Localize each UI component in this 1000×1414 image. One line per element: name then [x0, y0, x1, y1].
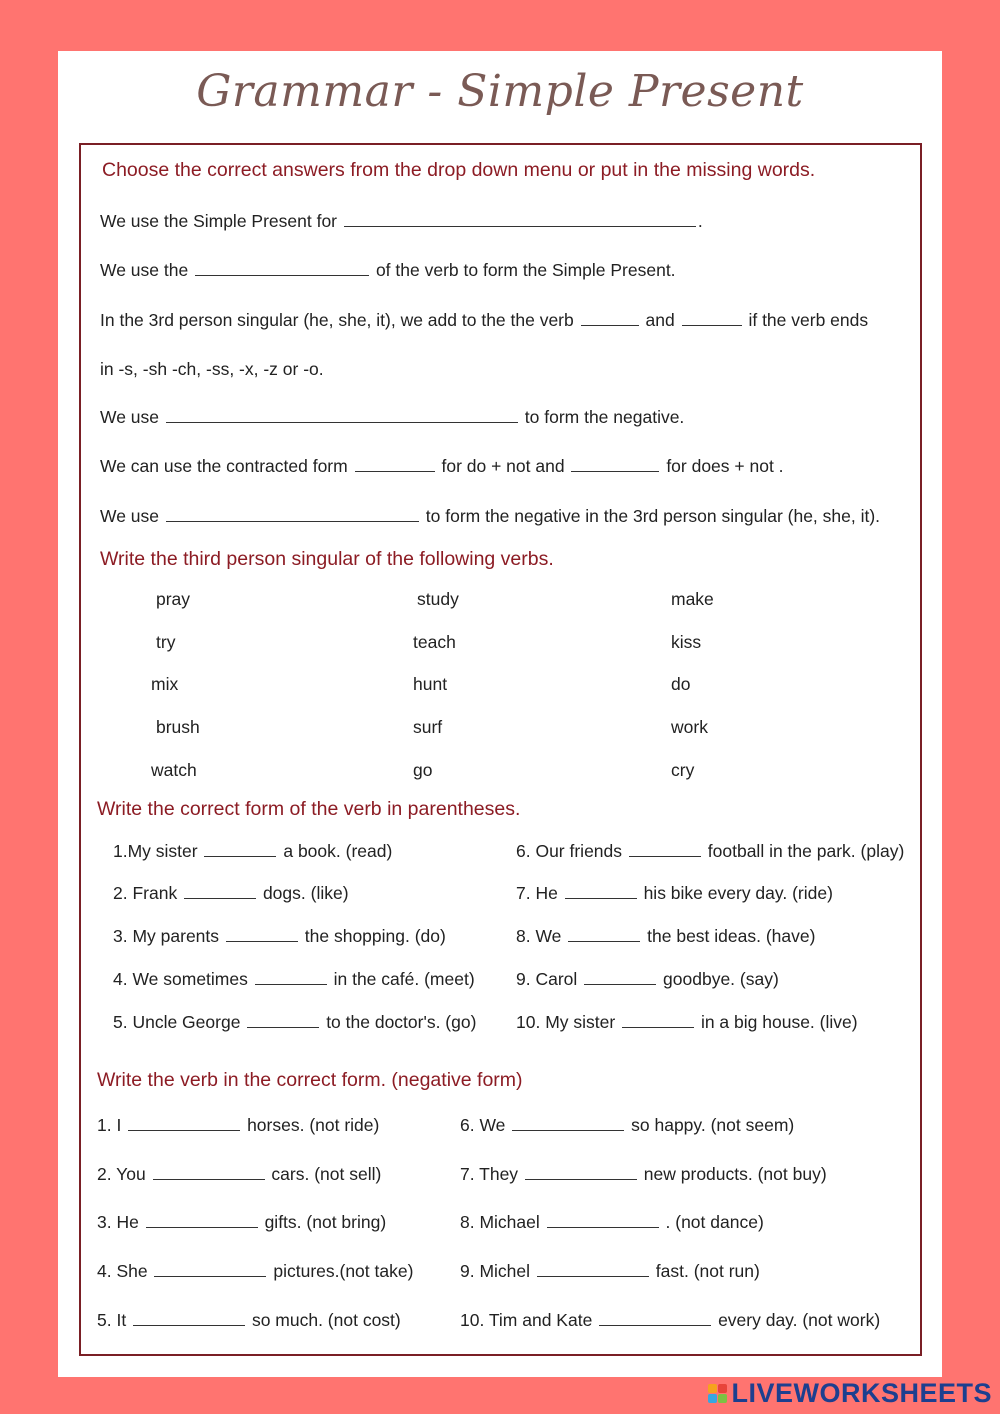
- verb-item[interactable]: teach: [413, 632, 456, 652]
- s4-item: [97, 1115, 379, 1136]
- logo-block: [718, 1394, 727, 1403]
- s4-item-prefix: 8. Michael: [460, 1212, 540, 1232]
- s3-item: [113, 969, 475, 990]
- s1-line-3: [100, 310, 868, 331]
- logo-blocks-icon: [708, 1384, 727, 1403]
- s4-answer-blank[interactable]: [133, 1310, 245, 1326]
- s1-blank-7[interactable]: [571, 456, 659, 472]
- s1-line-2: [100, 260, 676, 281]
- section4-heading: Write the verb in the correct form. (negative form): [97, 1069, 523, 1091]
- s3-item-prefix: 7. He: [516, 883, 558, 903]
- s4-answer-blank[interactable]: [525, 1164, 637, 1180]
- verb-item[interactable]: mix: [151, 674, 179, 694]
- s3-item: [113, 1012, 476, 1033]
- s3-item: [516, 841, 904, 862]
- s1-line-3-text-c: if the verb ends: [748, 310, 869, 330]
- s4-item-prefix: 6. We: [460, 1115, 506, 1135]
- s3-answer-blank[interactable]: [226, 926, 298, 942]
- s4-answer-blank[interactable]: [146, 1212, 258, 1228]
- s1-line-7-text-b: to form the negative in the 3rd person singular (he, she, it).: [425, 506, 881, 526]
- s4-item-suffix: gifts. (not bring): [264, 1212, 387, 1232]
- s4-item: [97, 1164, 381, 1185]
- s1-line-2-text-b: of the verb to form the Simple Present.: [375, 260, 676, 280]
- s3-answer-blank[interactable]: [184, 883, 256, 899]
- s3-item: [516, 883, 833, 904]
- s4-item-prefix: 7. They: [460, 1164, 519, 1184]
- s4-item-suffix: cars. (not sell): [271, 1164, 382, 1184]
- s1-line-6-text-b: for do + not and: [441, 456, 565, 476]
- s3-item-suffix: the shopping. (do): [304, 926, 446, 946]
- s3-item: [516, 926, 815, 947]
- s4-answer-blank[interactable]: [512, 1115, 624, 1131]
- s4-item: [460, 1310, 880, 1331]
- s1-line-6: [100, 456, 784, 477]
- s4-item-prefix: 3. He: [97, 1212, 139, 1232]
- s3-item-prefix: 2. Frank: [113, 883, 178, 903]
- s4-item: [97, 1310, 401, 1331]
- s3-answer-blank[interactable]: [584, 969, 656, 985]
- s3-item: [516, 969, 779, 990]
- s3-answer-blank[interactable]: [568, 926, 640, 942]
- verb-item[interactable]: make: [671, 589, 714, 609]
- s4-item: [97, 1261, 413, 1282]
- verb-item[interactable]: cry: [671, 760, 695, 780]
- s3-item-prefix: 8. We: [516, 926, 562, 946]
- s1-blank-3[interactable]: [581, 310, 639, 326]
- s3-answer-blank[interactable]: [247, 1012, 319, 1028]
- s3-item-prefix: 5. Uncle George: [113, 1012, 241, 1032]
- s3-answer-blank[interactable]: [255, 969, 327, 985]
- section2-heading: Write the third person singular of the following verbs.: [100, 548, 554, 570]
- s3-item-suffix: dogs. (like): [262, 883, 349, 903]
- s1-line-1-text-a: We use the Simple Present for: [100, 211, 338, 231]
- s1-line-5-text-b: to form the negative.: [524, 407, 685, 427]
- s1-line-3-text-b: and: [645, 310, 675, 330]
- s3-item-prefix: 9. Carol: [516, 969, 578, 989]
- s4-item-suffix: horses. (not ride): [247, 1115, 380, 1135]
- s4-answer-blank[interactable]: [128, 1115, 240, 1131]
- s4-answer-blank[interactable]: [153, 1164, 265, 1180]
- verb-item[interactable]: brush: [156, 717, 200, 737]
- s3-item-suffix: goodbye. (say): [663, 969, 779, 989]
- section3-heading: Write the correct form of the verb in parentheses.: [97, 798, 521, 820]
- s3-answer-blank[interactable]: [565, 883, 637, 899]
- s4-item: [460, 1164, 827, 1185]
- s1-blank-6[interactable]: [355, 456, 435, 472]
- verb-item[interactable]: study: [417, 589, 459, 609]
- logo-block: [718, 1384, 727, 1393]
- verb-item[interactable]: hunt: [413, 674, 448, 694]
- verb-item[interactable]: pray: [156, 589, 191, 609]
- s3-item-suffix: in the café. (meet): [333, 969, 475, 989]
- s3-item-prefix: 10. My sister: [516, 1012, 616, 1032]
- s1-line-7-text-a: We use: [100, 506, 160, 526]
- s4-item-suffix: pictures.(not take): [273, 1261, 414, 1281]
- s4-answer-blank[interactable]: [547, 1212, 659, 1228]
- s4-item-suffix: so much. (not cost): [251, 1310, 401, 1330]
- s1-blank-5[interactable]: [166, 407, 518, 423]
- s3-answer-blank[interactable]: [204, 841, 276, 857]
- s1-line-5-text-a: We use: [100, 407, 160, 427]
- verb-item[interactable]: do: [671, 674, 691, 694]
- s1-line-6-text-c: for does + not .: [666, 456, 784, 476]
- s4-item: [460, 1115, 794, 1136]
- s3-item-suffix: football in the park. (play): [707, 841, 905, 861]
- s4-item: [97, 1212, 386, 1233]
- s1-line-1-text-b: .: [697, 211, 703, 231]
- s1-line-7: [100, 506, 880, 527]
- section1-heading: Choose the correct answers from the drop down menu or put in the missing words.: [102, 159, 816, 181]
- s4-answer-blank[interactable]: [537, 1261, 649, 1277]
- s3-item-suffix: a book. (read): [283, 841, 393, 861]
- s4-item-prefix: 4. She: [97, 1261, 148, 1281]
- s1-line-1: [100, 211, 703, 232]
- s3-item-prefix: 1.My sister: [113, 841, 198, 861]
- s1-line-2-text-a: We use the: [100, 260, 189, 280]
- s4-answer-blank[interactable]: [599, 1310, 711, 1326]
- s3-item-prefix: 6. Our friends: [516, 841, 623, 861]
- s3-item: [113, 841, 392, 862]
- s4-item-prefix: 2. You: [97, 1164, 146, 1184]
- s3-answer-blank[interactable]: [622, 1012, 694, 1028]
- s3-item: [516, 1012, 858, 1033]
- s4-item-suffix: . (not dance): [665, 1212, 764, 1232]
- s4-item-suffix: new products. (not buy): [643, 1164, 827, 1184]
- s4-item-suffix: fast. (not run): [655, 1261, 760, 1281]
- logo-block: [708, 1394, 717, 1403]
- s4-item-prefix: 1. I: [97, 1115, 122, 1135]
- verb-item[interactable]: go: [413, 760, 433, 780]
- s1-blank-8[interactable]: [166, 506, 419, 522]
- logo-brand-text: LIVEWORKSHEETS: [731, 1377, 992, 1408]
- s1-line-3-text-a: In the 3rd person singular (he, she, it), we add to the the verb: [100, 310, 574, 330]
- verb-item[interactable]: watch: [151, 760, 197, 780]
- s1-blank-4[interactable]: [682, 310, 742, 326]
- s3-item-suffix: his bike every day. (ride): [643, 883, 833, 903]
- s1-blank-1[interactable]: [344, 211, 696, 227]
- s4-item-prefix: 10. Tim and Kate: [460, 1310, 593, 1330]
- s1-line-6-text-a: We can use the contracted form: [100, 456, 348, 476]
- s4-item-suffix: so happy. (not seem): [631, 1115, 795, 1135]
- verb-item[interactable]: surf: [413, 717, 443, 737]
- s4-answer-blank[interactable]: [154, 1261, 266, 1277]
- s3-item-suffix: in a big house. (live): [700, 1012, 858, 1032]
- s4-item-prefix: 9. Michel: [460, 1261, 531, 1281]
- s4-item-suffix: every day. (not work): [718, 1310, 881, 1330]
- s3-item: [113, 883, 349, 904]
- s3-item-suffix: the best ideas. (have): [647, 926, 816, 946]
- logo-block: [708, 1384, 717, 1393]
- s1-blank-2[interactable]: [195, 260, 369, 276]
- s1-line-4: in -s, -sh -ch, -ss, -x, -z or -o.: [100, 359, 324, 379]
- s3-answer-blank[interactable]: [629, 841, 701, 857]
- s4-item-prefix: 5. It: [97, 1310, 127, 1330]
- s3-item-prefix: 4. We sometimes: [113, 969, 248, 989]
- s4-item: [460, 1212, 764, 1233]
- s3-item-prefix: 3. My parents: [113, 926, 220, 946]
- verb-item[interactable]: kiss: [671, 632, 702, 652]
- page-title: Grammar - Simple Present: [196, 66, 804, 117]
- verb-item[interactable]: work: [671, 717, 708, 737]
- verb-item[interactable]: try: [156, 632, 176, 652]
- s3-item: [113, 926, 446, 947]
- s1-line-5: [100, 407, 684, 428]
- s3-item-suffix: to the doctor's. (go): [326, 1012, 477, 1032]
- s4-item: [460, 1261, 760, 1282]
- liveworksheets-logo[interactable]: [708, 1376, 992, 1410]
